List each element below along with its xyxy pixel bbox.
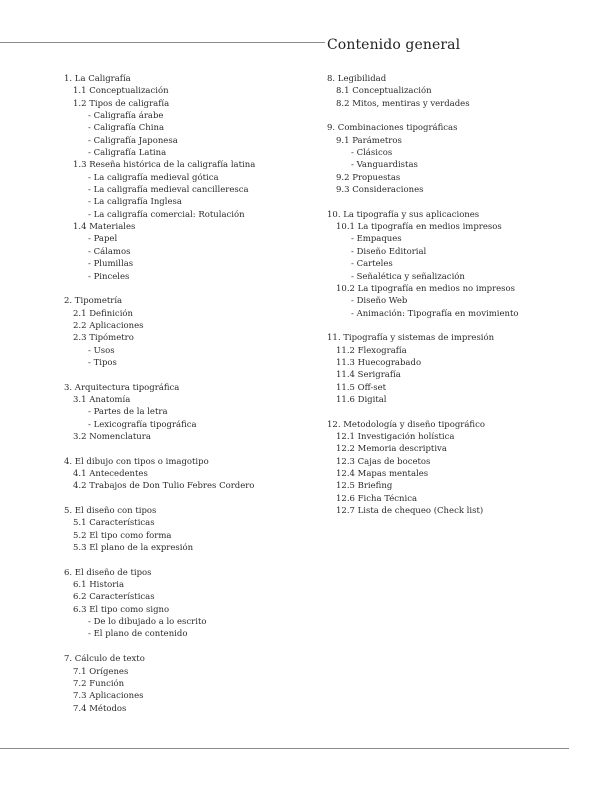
- toc-subsection: 12.3 Cajas de bocetos: [336, 456, 431, 467]
- toc-subsection: 6.1 Historia: [73, 580, 125, 591]
- toc-subsection: 1.2 Tipos de caligrafía: [73, 98, 170, 109]
- toc-item: - Tipos: [88, 357, 117, 368]
- toc-chapter: 12. Metodología y diseño tipográfico: [327, 419, 485, 430]
- toc-subsection: 11.3 Huecograbado: [336, 357, 422, 368]
- toc-subsection: 2.1 Definición: [73, 308, 133, 319]
- toc-item: - Diseño Web: [351, 296, 408, 307]
- toc-subsection: 11.5 Off-set: [336, 382, 387, 393]
- toc-subsection: 4.1 Antecedentes: [73, 469, 148, 479]
- toc-subsection: 11.4 Serigrafía: [336, 370, 401, 381]
- toc-item: - Vanguardistas: [351, 160, 418, 171]
- section-spacer: [327, 196, 567, 208]
- toc-subsection: 8.2 Mitos, mentiras y verdades: [336, 98, 470, 109]
- toc-chapter: 5. El diseño con tipos: [64, 506, 157, 517]
- section-spacer: [64, 283, 314, 295]
- toc-chapter: 6. El diseño de tipos: [64, 567, 152, 578]
- toc-chapter: 2. Tipometría: [64, 296, 123, 307]
- toc-subsection: 3.1 Anatomía: [73, 394, 131, 405]
- toc-subsection: 6.2 Características: [73, 592, 155, 603]
- toc-subsection: 1.1 Conceptualización: [73, 86, 169, 97]
- toc-subsection: 8.1 Conceptualización: [336, 86, 432, 97]
- toc-subsection: 5.2 El tipo como forma: [73, 530, 172, 541]
- toc-item: - Animación: Tipografía en movimiento: [351, 308, 519, 319]
- toc-item: - Caligrafía árabe: [88, 111, 164, 122]
- toc-subsection: 2.3 Tipómetro: [73, 333, 134, 344]
- toc-chapter: 1. La Caligrafía: [64, 74, 131, 84]
- toc-subsection: 2.2 Aplicaciones: [73, 320, 144, 331]
- toc-subsection: 9.1 Parámetros: [336, 135, 402, 146]
- toc-item: - La caligrafía comercial: Rotulación: [88, 209, 245, 220]
- toc-item: - Usos: [88, 345, 115, 356]
- toc-subsection: 12.7 Lista de chequeo (Check list): [336, 506, 484, 517]
- toc-chapter: 3. Arquitectura tipográfica: [64, 382, 180, 393]
- toc-chapter: 8. Legibilidad: [327, 74, 387, 84]
- toc-subsection: 5.3 El plano de la expresión: [73, 543, 194, 554]
- toc-item: - Plumillas: [88, 259, 134, 270]
- toc-item: - Papel: [88, 234, 118, 245]
- toc-subsection: 12.1 Investigación holística: [336, 431, 455, 442]
- toc-subsection: 1.4 Materiales: [73, 222, 136, 233]
- section-spacer: [64, 443, 314, 455]
- section-spacer: [64, 369, 314, 381]
- toc-item: - La caligrafía medieval gótica: [88, 172, 219, 183]
- toc-subsection: 9.3 Consideraciones: [336, 185, 424, 196]
- toc-item: - Caligrafía Latina: [88, 148, 167, 159]
- toc-item: - Carteles: [351, 259, 393, 270]
- toc-subsection: 3.2 Nomenclatura: [73, 431, 151, 442]
- bottom-rule: [0, 748, 569, 749]
- toc-chapter: 10. La tipografía y sus aplicaciones: [327, 209, 480, 220]
- toc-chapter: 11. Tipografía y sistemas de impresión: [327, 333, 495, 344]
- toc-subsection: 7.3 Aplicaciones: [73, 691, 144, 702]
- section-spacer: [327, 406, 567, 418]
- page-title: Contenido general: [327, 37, 461, 53]
- toc-item: - Caligrafía Japonesa: [88, 135, 178, 146]
- toc-subsection: 7.4 Métodos: [73, 703, 127, 714]
- toc-subsection: 7.1 Orígenes: [73, 666, 129, 677]
- toc-item: - Señalética y señalización: [351, 271, 465, 282]
- toc-left-column: [64, 73, 314, 715]
- toc-item: - Diseño Editorial: [351, 246, 427, 257]
- toc-subsection: 10.1 La tipografía en medios impresos: [336, 222, 502, 233]
- section-spacer: [327, 110, 567, 122]
- toc-item: - Clásicos: [351, 148, 393, 159]
- toc-subsection: 10.2 La tipografía en medios no impresos: [336, 283, 516, 294]
- section-spacer: [64, 554, 314, 566]
- toc-chapter: 7. Cálculo de texto: [64, 654, 145, 665]
- section-spacer: [327, 320, 567, 332]
- toc-item: - El plano de contenido: [88, 629, 188, 640]
- top-rule: [0, 42, 325, 43]
- toc-item: - La caligrafía Inglesa: [88, 197, 182, 208]
- toc-item: - Empaques: [351, 234, 402, 245]
- toc-item: - Caligrafía China: [88, 123, 165, 134]
- toc-subsection: 11.6 Digital: [336, 394, 387, 405]
- toc-item: - De lo dibujado a lo escrito: [88, 617, 207, 628]
- toc-subsection: 12.2 Memoria descriptiva: [336, 444, 447, 455]
- section-spacer: [64, 641, 314, 653]
- toc-subsection: 1.3 Reseña histórica de la caligrafía latina: [73, 160, 256, 171]
- toc-subsection: 7.2 Función: [73, 678, 125, 689]
- toc-chapter: 4. El dibujo con tipos o imagotipo: [64, 456, 209, 467]
- toc-chapter: 9. Combinaciones tipográficas: [327, 123, 458, 134]
- toc-item: - Lexicografía tipográfica: [88, 419, 197, 430]
- toc-right-column: [327, 73, 567, 517]
- toc-item: - Pinceles: [88, 271, 130, 282]
- toc-subsection: 12.5 Briefing: [336, 481, 393, 492]
- section-spacer: [64, 493, 314, 505]
- toc-subsection: 11.2 Flexografía: [336, 345, 407, 356]
- toc-subsection: 5.1 Características: [73, 518, 155, 529]
- toc-subsection: 12.4 Mapas mentales: [336, 469, 429, 479]
- toc-item: - Partes de la letra: [88, 407, 168, 418]
- toc-item: - La caligrafía medieval cancilleresca: [88, 185, 249, 196]
- toc-subsection: 4.2 Trabajos de Don Tulio Febres Cordero: [73, 481, 255, 492]
- toc-subsection: 9.2 Propuestas: [336, 172, 401, 183]
- toc-subsection: 6.3 El tipo como signo: [73, 604, 170, 615]
- toc-item: - Cálamos: [88, 246, 131, 257]
- toc-subsection: 12.6 Ficha Técnica: [336, 493, 418, 504]
